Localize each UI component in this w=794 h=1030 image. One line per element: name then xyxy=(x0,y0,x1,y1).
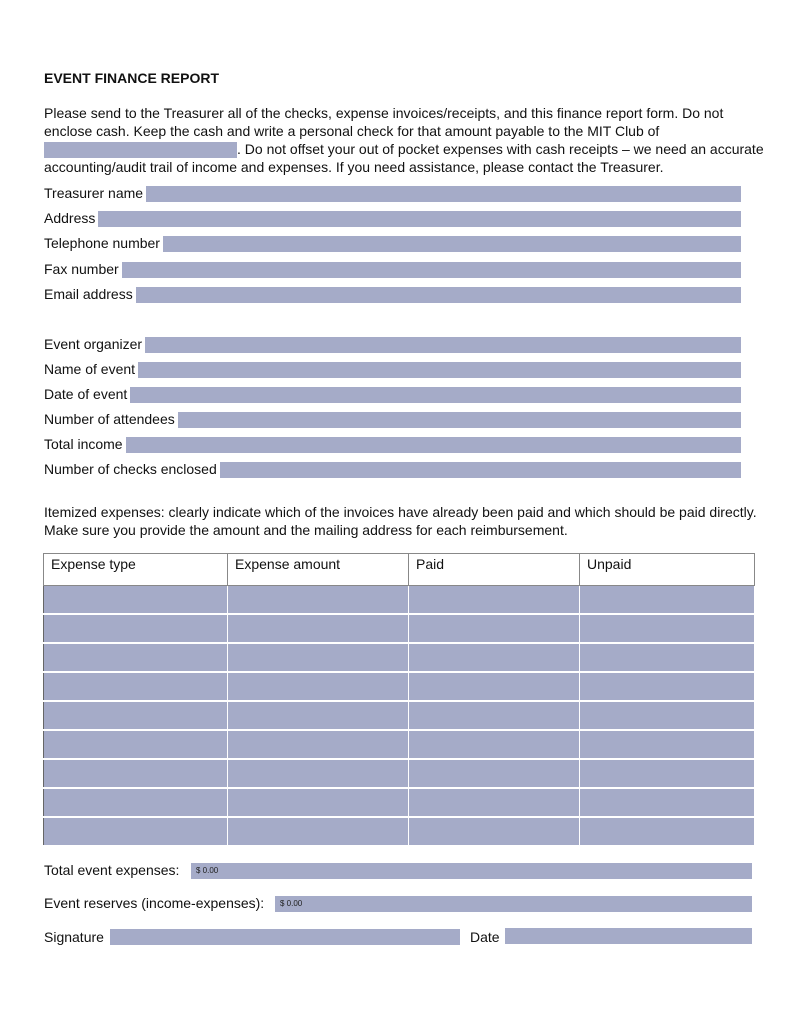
expense-cell-input[interactable] xyxy=(409,614,580,643)
expense-cell-input[interactable] xyxy=(44,759,228,788)
table-row xyxy=(44,788,755,817)
field-label: Telephone number xyxy=(44,235,160,252)
field-label: Number of attendees xyxy=(44,411,175,427)
table-row xyxy=(44,701,755,730)
date-field[interactable] xyxy=(505,928,752,944)
intro-text-part2: . Do not offset your out of pocket expenses with cash receipts – we need an accurate accounting/audit trail of income and expenses. If you need assistance, please contact the Treasurer. xyxy=(44,141,764,176)
total-expenses-field[interactable]: $ 0.00 xyxy=(191,863,752,879)
field-label: Fax number xyxy=(44,260,119,277)
expense-cell-input[interactable] xyxy=(228,817,409,846)
itemized-instructions: Itemized expenses: clearly indicate which of the invoices have already been paid and which should be paid directly. Make sure you provide the amount and the mailing address for each reimbursement. xyxy=(44,504,757,538)
field-label: Email address xyxy=(44,285,133,302)
club-name-field[interactable] xyxy=(44,142,237,158)
signature-label: Signature xyxy=(44,929,104,945)
input-field[interactable] xyxy=(146,186,741,202)
expense-cell-input[interactable] xyxy=(580,730,755,759)
expense-cell-input[interactable] xyxy=(44,817,228,846)
input-field[interactable] xyxy=(138,362,741,378)
expense-cell-input[interactable] xyxy=(580,614,755,643)
expense-cell-input[interactable] xyxy=(580,643,755,672)
header-expense-type: Expense type xyxy=(44,554,228,586)
input-field[interactable] xyxy=(163,236,741,252)
expense-cell-input[interactable] xyxy=(44,614,228,643)
page-title: EVENT FINANCE REPORT xyxy=(44,70,220,86)
expense-cell-input[interactable] xyxy=(228,672,409,701)
expense-cell-input[interactable] xyxy=(228,614,409,643)
expense-cell-input[interactable] xyxy=(409,643,580,672)
input-field[interactable] xyxy=(178,412,741,428)
field-label: Name of event xyxy=(44,361,136,377)
expense-cell-input[interactable] xyxy=(580,759,755,788)
expense-cell-input[interactable] xyxy=(409,672,580,701)
date-label: Date xyxy=(470,929,500,945)
table-row xyxy=(44,817,755,846)
input-field[interactable] xyxy=(98,211,741,227)
expense-cell-input[interactable] xyxy=(580,701,755,730)
table-row xyxy=(44,672,755,701)
expense-cell-input[interactable] xyxy=(228,730,409,759)
expense-cell-input[interactable] xyxy=(228,701,409,730)
total-expenses-label: Total event expenses: xyxy=(44,862,180,878)
expense-cell-input[interactable] xyxy=(228,759,409,788)
expense-cell-input[interactable] xyxy=(580,788,755,817)
expense-cell-input[interactable] xyxy=(580,672,755,701)
table-row xyxy=(44,730,755,759)
input-field[interactable] xyxy=(126,437,741,453)
expense-cell-input[interactable] xyxy=(409,788,580,817)
expense-cell-input[interactable] xyxy=(409,701,580,730)
input-field[interactable] xyxy=(130,387,741,403)
field-label: Date of event xyxy=(44,386,128,402)
expense-cell-input[interactable] xyxy=(409,586,580,615)
intro-text-part1: Please send to the Treasurer all of the checks, expense invoices/receipts, and this finance report form. Do not enclose cash. Keep the cash and write a personal check for that amount payable to the MIT Club of xyxy=(44,105,724,139)
expense-cell-input[interactable] xyxy=(580,586,755,615)
expense-cell-input[interactable] xyxy=(44,586,228,615)
header-paid: Paid xyxy=(409,554,580,586)
event-reserves-field[interactable]: $ 0.00 xyxy=(275,896,752,912)
expense-cell-input[interactable] xyxy=(409,817,580,846)
expense-cell-input[interactable] xyxy=(44,643,228,672)
field-label: Treasurer name xyxy=(44,185,144,201)
expense-cell-input[interactable] xyxy=(44,788,228,817)
table-row xyxy=(44,586,755,615)
intro-text xyxy=(44,104,764,176)
expense-cell-input[interactable] xyxy=(44,701,228,730)
expense-cell-input[interactable] xyxy=(580,817,755,846)
expense-cell-input[interactable] xyxy=(409,759,580,788)
field-label: Number of checks enclosed xyxy=(44,461,217,477)
expense-cell-input[interactable] xyxy=(409,730,580,759)
header-unpaid: Unpaid xyxy=(580,554,755,586)
signature-field[interactable] xyxy=(110,929,460,945)
table-row xyxy=(44,759,755,788)
field-label: Event organizer xyxy=(44,336,143,352)
expense-cell-input[interactable] xyxy=(228,643,409,672)
field-label: Total income xyxy=(44,436,123,452)
expense-cell-input[interactable] xyxy=(44,730,228,759)
header-expense-amount: Expense amount xyxy=(228,554,409,586)
expense-cell-input[interactable] xyxy=(228,586,409,615)
table-row xyxy=(44,643,755,672)
field-label: Address xyxy=(44,210,96,227)
input-field[interactable] xyxy=(122,262,741,278)
expenses-table xyxy=(43,553,755,847)
table-row xyxy=(44,614,755,643)
input-field[interactable] xyxy=(220,462,741,478)
expense-cell-input[interactable] xyxy=(44,672,228,701)
input-field[interactable] xyxy=(136,287,741,303)
event-reserves-label: Event reserves (income-expenses): xyxy=(44,895,265,911)
expense-cell-input[interactable] xyxy=(228,788,409,817)
input-field[interactable] xyxy=(145,337,741,353)
